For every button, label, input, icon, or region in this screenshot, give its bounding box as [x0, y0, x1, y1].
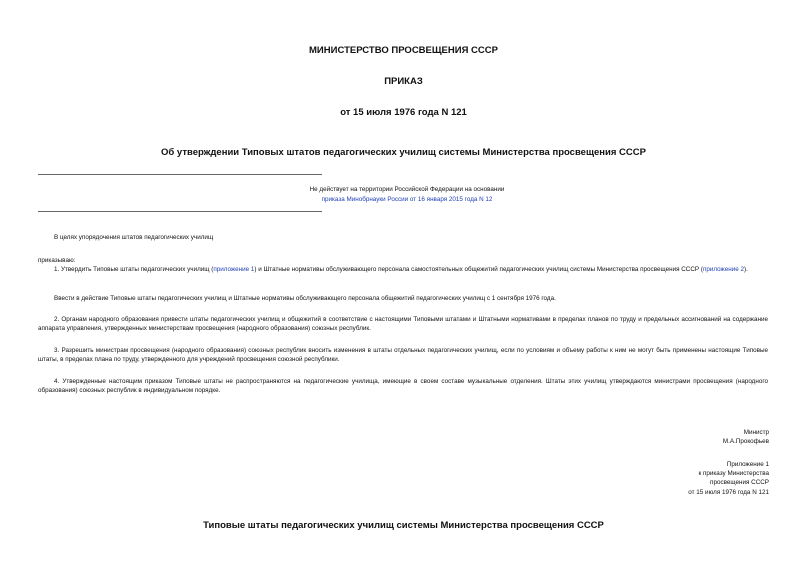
appendix-1-link[interactable]: приложение 1	[213, 266, 255, 273]
document-title: Об утверждении Типовых штатов педагогических училищ системы Министерства просвещения СССР	[161, 147, 646, 158]
paragraph-3: 2. Органам народного образования привести штаты педагогических училищ и общежитий в соответствие с настоящими Типовыми штатами и Штатными нормативами в пределах планов по труду и предельных ассигнований на содержание аппарата управления, утвержденных министерствам просвещения (народного образования) союзных республик.	[38, 316, 768, 333]
signature-name: М.А.Прокофьев	[722, 438, 769, 446]
order-word: приказываю:	[38, 257, 76, 264]
notice-text: Не действует на территории Российской Федерации на основании	[309, 186, 505, 193]
paragraph-1-text-b: ) и Штатные нормативы обслуживающего персонала самостоятельных общежитий педагогических училищ системы Министерства просвещения СССР (	[254, 266, 703, 273]
intro-paragraph: В целях упорядочения штатов педагогических училищ	[54, 234, 214, 241]
paragraph-2: Ввести в действие Типовые штаты педагогических училищ и Штатные нормативы обслуживающего персонала общежитий педагогических училищ с 1 сентября 1976 года.	[54, 295, 556, 302]
appendix-2-link[interactable]: приложение 2	[702, 266, 745, 273]
notice-top-rule	[38, 174, 322, 175]
notice-link[interactable]: приказа Минобрнауки России от 16 января 2015 года N 12	[321, 196, 493, 203]
paragraph-5: 4. Утвержденные настоящим приказом Типовые штаты не распространяются на педагогические училища, имеющие в своем составе музыкальные отделения. Штаты этих училищ утверждаются министрами просвещения (народного образования) союзных республик в индивидуальном порядке.	[38, 378, 768, 395]
notice-block	[200, 185, 614, 205]
paragraph-4: 3. Разрешить министрам просвещения (народного образования) союзных республик вносить изменения в штаты отдельных педагогических училищ, если по условиям и объему работы к ним не могут быть применены настоящие Типовые штаты, в пределах плана по труду, утвержденного для учреждений просвещения союзной республики.	[38, 347, 768, 364]
notice-bottom-rule	[38, 211, 322, 212]
doc-type-heading: ПРИКАЗ	[384, 76, 423, 87]
paragraph-1	[38, 265, 768, 274]
ministry-heading: МИНИСТЕРСТВО ПРОСВЕЩЕНИЯ СССР	[309, 45, 498, 56]
appendix-line-3: просвещения СССР	[710, 479, 769, 487]
appendix-line-2: к приказу Министерства	[698, 470, 769, 478]
appendix-line-1: Приложение 1	[726, 461, 769, 468]
appendix-title: Типовые штаты педагогических училищ системы Министерства просвещения СССР	[203, 520, 604, 531]
appendix-header	[688, 460, 769, 497]
signature-block	[723, 428, 769, 446]
date-number-heading: от 15 июля 1976 года N 121	[340, 107, 467, 118]
signature-position: Министр	[743, 429, 769, 436]
paragraph-1-text-c: ).	[744, 266, 748, 273]
appendix-line-4: от 15 июля 1976 года N 121	[688, 488, 769, 496]
paragraph-1-text-a: 1. Утвердить Типовые штаты педагогических училищ (	[54, 266, 214, 273]
